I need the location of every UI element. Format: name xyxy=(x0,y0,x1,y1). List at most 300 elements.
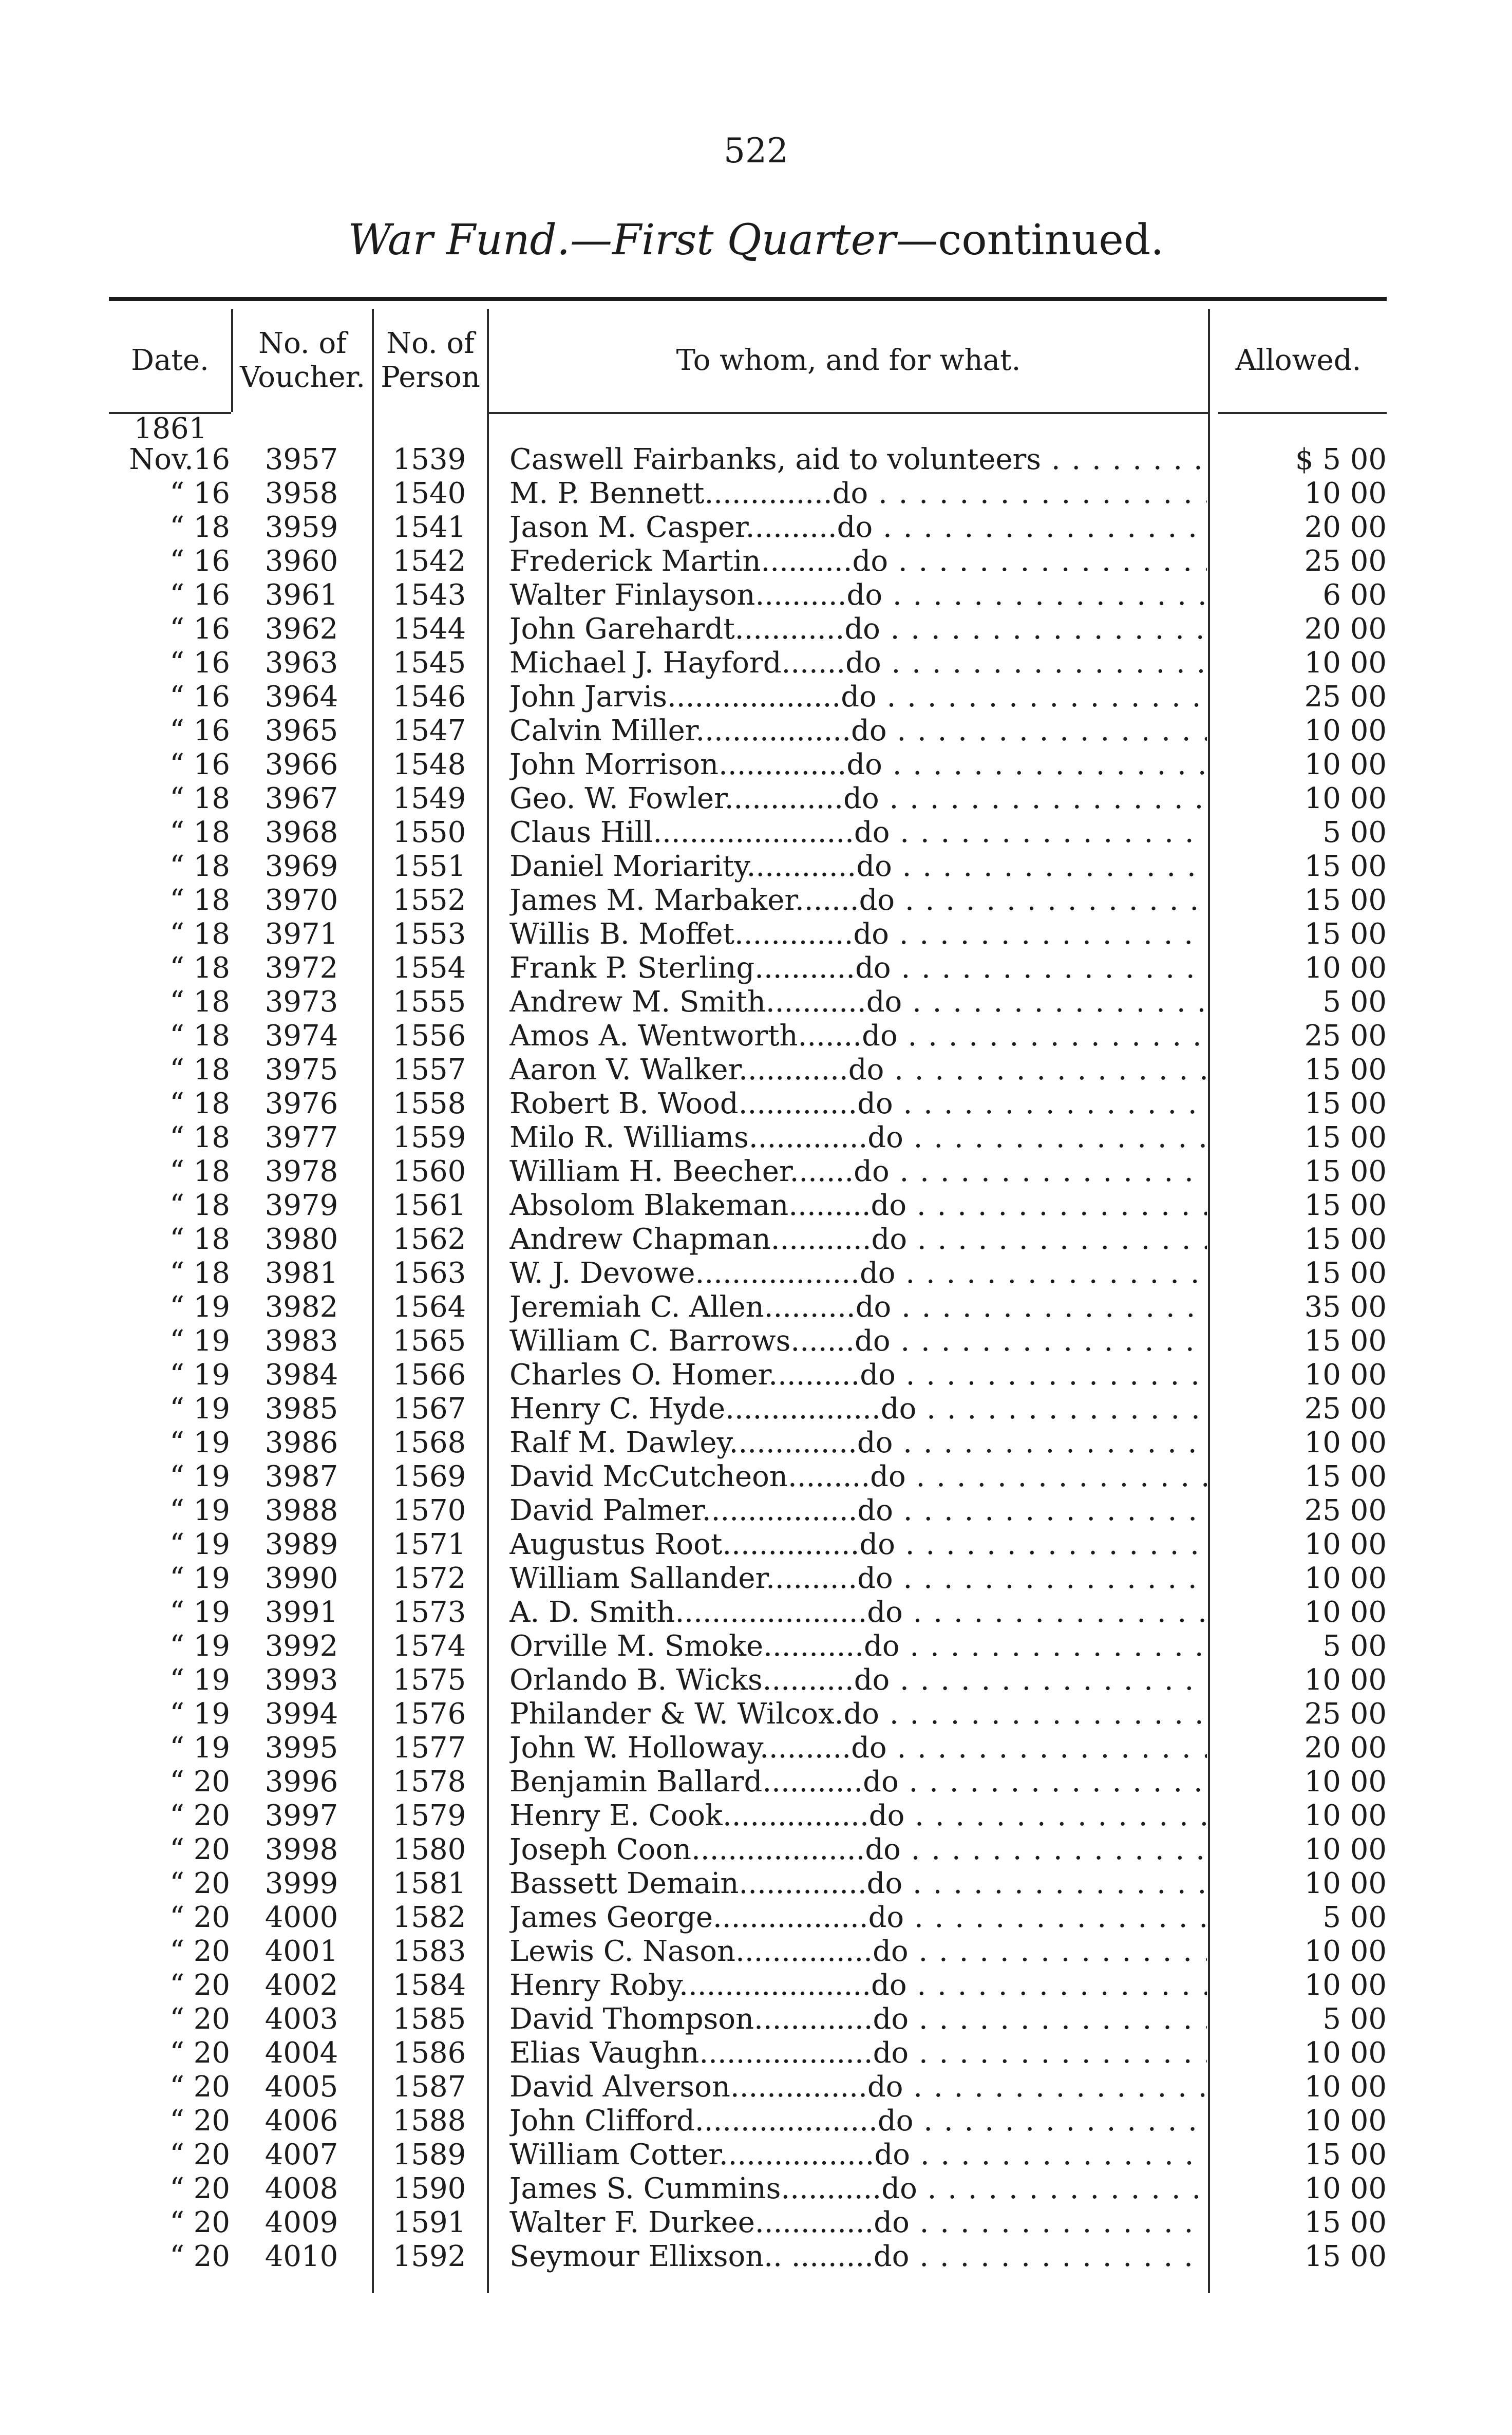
row-person-number: 1560 xyxy=(392,1155,466,1188)
row-date: “ 16 xyxy=(169,545,230,578)
row-voucher-number: 3963 xyxy=(264,646,338,680)
table-row xyxy=(0,748,1512,782)
row-person-number: 1562 xyxy=(392,1223,466,1256)
row-amount-allowed: 25 00 xyxy=(1304,1494,1387,1527)
table-row xyxy=(0,545,1512,578)
row-person-number: 1573 xyxy=(392,1596,466,1629)
row-description: W. J. Devowe..................do . . . xyxy=(509,1257,1207,1290)
row-description: Orlando B. Wicks..........do . . . xyxy=(509,1663,1207,1697)
row-amount-allowed: 25 00 xyxy=(1304,1019,1387,1053)
row-voucher-number: 3977 xyxy=(264,1121,338,1154)
row-voucher-number: 4001 xyxy=(264,1935,338,1968)
row-amount-allowed: 10 00 xyxy=(1304,2172,1387,2205)
row-person-number: 1578 xyxy=(392,1765,466,1799)
row-description: Orville M. Smoke...........do . . . xyxy=(509,1629,1207,1663)
row-description: Michael J. Hayford.......do . . . xyxy=(509,646,1207,680)
row-voucher-number: 3973 xyxy=(264,985,338,1019)
row-amount-allowed: 15 00 xyxy=(1304,2240,1387,2273)
header-date xyxy=(109,309,231,412)
row-amount-allowed: 15 00 xyxy=(1304,1257,1387,1290)
row-person-number: 1539 xyxy=(392,443,466,476)
row-date: “ 18 xyxy=(169,884,230,917)
row-date: “ 16 xyxy=(169,578,230,612)
row-description: James S. Cummins...........do . . . xyxy=(509,2172,1207,2206)
row-description: Aaron V. Walker............do . . . xyxy=(509,1053,1207,1087)
row-date: “ 18 xyxy=(169,1019,230,1053)
row-amount-allowed: 20 00 xyxy=(1304,1731,1387,1765)
row-amount-allowed: 15 00 xyxy=(1304,1223,1387,1256)
top-double-rule xyxy=(109,297,1387,301)
row-date: “ 18 xyxy=(169,782,230,815)
row-date: “ 20 xyxy=(169,2206,230,2239)
row-person-number: 1576 xyxy=(392,1697,466,1731)
row-person-number: 1592 xyxy=(392,2240,466,2273)
row-description: John Clifford....................do . . . xyxy=(509,2104,1207,2138)
header-description-label: To whom, and for what. xyxy=(676,344,1021,377)
row-description: David Palmer.................do . . . xyxy=(509,1494,1207,1528)
row-person-number: 1542 xyxy=(392,545,466,578)
row-person-number: 1540 xyxy=(392,477,466,510)
row-voucher-number: 3981 xyxy=(264,1257,338,1290)
row-date: “ 18 xyxy=(169,917,230,951)
row-person-number: 1568 xyxy=(392,1426,466,1459)
row-voucher-number: 3990 xyxy=(264,1562,338,1595)
row-amount-allowed: 10 00 xyxy=(1304,714,1387,747)
row-person-number: 1584 xyxy=(392,1969,466,2002)
row-description: William Sallander..........do . . . xyxy=(509,1562,1207,1596)
row-voucher-number: 3994 xyxy=(264,1697,338,1731)
table-row xyxy=(0,612,1512,646)
row-voucher-number: 3998 xyxy=(264,1833,338,1866)
row-person-number: 1582 xyxy=(392,1901,466,1934)
row-description: Ralf M. Dawley..............do . . . xyxy=(509,1426,1207,1460)
row-voucher-number: 3997 xyxy=(264,1799,338,1832)
row-voucher-number: 3999 xyxy=(264,1867,338,1900)
page-heading xyxy=(0,216,1512,265)
table-row xyxy=(0,511,1512,545)
ledger-rows xyxy=(0,443,1512,2274)
row-person-number: 1589 xyxy=(392,2138,466,2171)
row-voucher-number: 3976 xyxy=(264,1087,338,1120)
table-row xyxy=(0,1935,1512,1969)
row-person-number: 1547 xyxy=(392,714,466,747)
row-description: Milo R. Williams.............do . . . xyxy=(509,1121,1207,1155)
row-person-number: 1554 xyxy=(392,951,466,985)
row-voucher-number: 3989 xyxy=(264,1528,338,1561)
table-row xyxy=(0,1528,1512,1562)
row-description: Walter Finlayson..........do . . . xyxy=(509,578,1207,612)
row-voucher-number: 3993 xyxy=(264,1663,338,1697)
row-amount-allowed: 10 00 xyxy=(1304,2104,1387,2138)
row-amount-allowed: 5 00 xyxy=(1322,985,1387,1019)
header-rule-allowed xyxy=(1218,412,1387,414)
row-amount-allowed: 5 00 xyxy=(1322,816,1387,849)
row-amount-allowed: 10 00 xyxy=(1304,1833,1387,1866)
table-row xyxy=(0,1562,1512,1596)
row-description: Frank P. Sterling...........do . . . xyxy=(509,951,1207,985)
row-person-number: 1583 xyxy=(392,1935,466,1968)
row-voucher-number: 3970 xyxy=(264,884,338,917)
row-amount-allowed: 10 00 xyxy=(1304,748,1387,781)
row-description: Joseph Coon...................do . . . xyxy=(509,1833,1207,1867)
table-row xyxy=(0,1121,1512,1155)
row-date: “ 20 xyxy=(169,1799,230,1832)
row-date: Nov.16 xyxy=(129,443,230,476)
row-voucher-number: 3987 xyxy=(264,1460,338,1493)
row-date: “ 18 xyxy=(169,511,230,544)
table-row xyxy=(0,1833,1512,1867)
row-description: Walter F. Durkee.............do . . . xyxy=(509,2206,1207,2240)
row-date: “ 20 xyxy=(169,2002,230,2036)
row-person-number: 1555 xyxy=(392,985,466,1019)
row-amount-allowed: 10 00 xyxy=(1304,1765,1387,1799)
row-person-number: 1565 xyxy=(392,1324,466,1358)
row-description: M. P. Bennett..............do . . . xyxy=(509,477,1207,511)
row-amount-allowed: 10 00 xyxy=(1304,1867,1387,1900)
row-description: Robert B. Wood.............do . . . xyxy=(509,1087,1207,1121)
row-date: “ 18 xyxy=(169,850,230,883)
row-person-number: 1551 xyxy=(392,850,466,883)
row-person-number: 1548 xyxy=(392,748,466,781)
row-description: Geo. W. Fowler.............do . . . xyxy=(509,782,1207,816)
row-person-number: 1563 xyxy=(392,1257,466,1290)
row-voucher-number: 3988 xyxy=(264,1494,338,1527)
row-voucher-number: 3966 xyxy=(264,748,338,781)
row-date: “ 18 xyxy=(169,985,230,1019)
row-amount-allowed: 15 00 xyxy=(1304,884,1387,917)
table-row xyxy=(0,2036,1512,2070)
row-person-number: 1561 xyxy=(392,1189,466,1222)
row-voucher-number: 4006 xyxy=(264,2104,338,2138)
heading-part-4: —continued. xyxy=(896,216,1164,265)
heading-part-1: War xyxy=(348,216,433,265)
row-date: “ 19 xyxy=(169,1697,230,1731)
row-description: Willis B. Moffet.............do . . . xyxy=(509,917,1207,951)
row-description: Henry E. Cook................do . . . xyxy=(509,1799,1207,1833)
row-voucher-number: 3969 xyxy=(264,850,338,883)
row-voucher-number: 3971 xyxy=(264,917,338,951)
header-person-line1: No. of xyxy=(386,327,475,360)
header-rule-desc xyxy=(489,412,1208,414)
row-amount-allowed: 15 00 xyxy=(1304,1155,1387,1188)
row-description: William Cotter.................do . . . xyxy=(509,2138,1207,2172)
row-voucher-number: 4002 xyxy=(264,1969,338,2002)
row-person-number: 1569 xyxy=(392,1460,466,1493)
table-row xyxy=(0,1290,1512,1324)
row-description: James M. Marbaker.......do . . . xyxy=(509,884,1207,917)
row-voucher-number: 4009 xyxy=(264,2206,338,2239)
row-description: Bassett Demain..............do . . . xyxy=(509,1867,1207,1901)
row-date: “ 19 xyxy=(169,1392,230,1426)
row-person-number: 1556 xyxy=(392,1019,466,1053)
row-voucher-number: 3996 xyxy=(264,1765,338,1799)
table-row xyxy=(0,1697,1512,1731)
row-amount-allowed: 10 00 xyxy=(1304,1663,1387,1697)
row-voucher-number: 3962 xyxy=(264,612,338,646)
row-voucher-number: 3983 xyxy=(264,1324,338,1358)
row-description: Charles O. Homer..........do . . . xyxy=(509,1358,1207,1392)
table-row xyxy=(0,1629,1512,1663)
row-description: Amos A. Wentworth.......do . . . xyxy=(509,1019,1207,1053)
row-amount-allowed: 15 00 xyxy=(1304,1324,1387,1358)
row-date: “ 18 xyxy=(169,1053,230,1087)
row-voucher-number: 3982 xyxy=(264,1290,338,1324)
row-amount-allowed: 10 00 xyxy=(1304,1426,1387,1459)
row-person-number: 1567 xyxy=(392,1392,466,1426)
row-amount-allowed: 6 00 xyxy=(1322,578,1387,612)
row-amount-allowed: 10 00 xyxy=(1304,477,1387,510)
row-voucher-number: 3980 xyxy=(264,1223,338,1256)
row-amount-allowed: 25 00 xyxy=(1304,545,1387,578)
row-amount-allowed: 20 00 xyxy=(1304,511,1387,544)
row-description: William H. Beecher.......do . . . xyxy=(509,1155,1207,1189)
row-description: Benjamin Ballard...........do . . . xyxy=(509,1765,1207,1799)
table-row xyxy=(0,477,1512,511)
table-row xyxy=(0,1596,1512,1629)
row-date: “ 18 xyxy=(169,1087,230,1120)
row-voucher-number: 4005 xyxy=(264,2070,338,2104)
page-number: 522 xyxy=(724,131,788,171)
row-voucher-number: 3986 xyxy=(264,1426,338,1459)
row-description: Augustus Root...............do . . . xyxy=(509,1528,1207,1562)
row-voucher-number: 3972 xyxy=(264,951,338,985)
table-row xyxy=(0,1189,1512,1223)
row-person-number: 1586 xyxy=(392,2036,466,2070)
table-row xyxy=(0,951,1512,985)
row-description: John Morrison..............do . . . xyxy=(509,748,1207,782)
table-row xyxy=(0,2070,1512,2104)
row-amount-allowed: 25 00 xyxy=(1304,1697,1387,1731)
row-person-number: 1579 xyxy=(392,1799,466,1832)
header-voucher xyxy=(233,309,372,412)
row-date: “ 19 xyxy=(169,1426,230,1459)
row-voucher-number: 3965 xyxy=(264,714,338,747)
row-voucher-number: 3991 xyxy=(264,1596,338,1629)
table-row xyxy=(0,1257,1512,1290)
row-person-number: 1546 xyxy=(392,680,466,714)
row-person-number: 1575 xyxy=(392,1663,466,1697)
header-description xyxy=(489,309,1208,412)
row-date: “ 16 xyxy=(169,646,230,680)
row-person-number: 1558 xyxy=(392,1087,466,1120)
header-person-line2: Person xyxy=(381,361,480,394)
row-description: Daniel Moriarity............do . . . xyxy=(509,850,1207,884)
row-description: Andrew Chapman...........do . . . xyxy=(509,1223,1207,1257)
row-person-number: 1588 xyxy=(392,2104,466,2138)
row-person-number: 1553 xyxy=(392,917,466,951)
row-description: David Alverson...............do . . . xyxy=(509,2070,1207,2104)
row-voucher-number: 3992 xyxy=(264,1629,338,1663)
header-person xyxy=(374,309,487,412)
row-person-number: 1587 xyxy=(392,2070,466,2104)
row-voucher-number: 3964 xyxy=(264,680,338,714)
row-description: Jeremiah C. Allen..........do . . . xyxy=(509,1290,1207,1324)
row-description: Claus Hill......................do . . . xyxy=(509,816,1207,850)
row-amount-allowed: 25 00 xyxy=(1304,1392,1387,1426)
table-row xyxy=(0,1019,1512,1053)
row-amount-allowed: 10 00 xyxy=(1304,646,1387,680)
row-description: David McCutcheon.........do . . . xyxy=(509,1460,1207,1494)
row-amount-allowed: 15 00 xyxy=(1304,850,1387,883)
row-voucher-number: 3975 xyxy=(264,1053,338,1087)
row-person-number: 1590 xyxy=(392,2172,466,2205)
row-date: “ 19 xyxy=(169,1528,230,1561)
table-row xyxy=(0,884,1512,917)
row-description: William C. Barrows.......do . . . xyxy=(509,1324,1207,1358)
table-row xyxy=(0,782,1512,816)
row-date: “ 18 xyxy=(169,1121,230,1154)
row-date: “ 18 xyxy=(169,1155,230,1188)
row-description: James George.................do . . . xyxy=(509,1901,1207,1935)
row-voucher-number: 4010 xyxy=(264,2240,338,2273)
table-row xyxy=(0,1969,1512,2002)
row-amount-allowed: 10 00 xyxy=(1304,1799,1387,1832)
row-date: “ 18 xyxy=(169,1257,230,1290)
row-description: John Garehardt............do . . . xyxy=(509,612,1207,646)
row-person-number: 1591 xyxy=(392,2206,466,2239)
row-person-number: 1541 xyxy=(392,511,466,544)
table-row xyxy=(0,646,1512,680)
table-row xyxy=(0,2206,1512,2240)
row-date: “ 20 xyxy=(169,1935,230,1968)
row-amount-allowed: 10 00 xyxy=(1304,1528,1387,1561)
row-person-number: 1570 xyxy=(392,1494,466,1527)
row-date: “ 18 xyxy=(169,1189,230,1222)
row-description: John Jarvis...................do . . . xyxy=(509,680,1207,714)
row-person-number: 1557 xyxy=(392,1053,466,1087)
row-date: “ 19 xyxy=(169,1731,230,1765)
row-person-number: 1581 xyxy=(392,1867,466,1900)
row-date: “ 20 xyxy=(169,2036,230,2070)
table-row xyxy=(0,816,1512,850)
row-person-number: 1580 xyxy=(392,1833,466,1866)
row-person-number: 1585 xyxy=(392,2002,466,2036)
row-amount-allowed: 10 00 xyxy=(1304,2036,1387,2070)
row-amount-allowed: 15 00 xyxy=(1304,1053,1387,1087)
row-amount-allowed: 15 00 xyxy=(1304,1460,1387,1493)
table-row xyxy=(0,1460,1512,1494)
row-date: “ 20 xyxy=(169,2240,230,2273)
table-row xyxy=(0,1426,1512,1460)
row-amount-allowed: 25 00 xyxy=(1304,680,1387,714)
row-amount-allowed: 15 00 xyxy=(1304,1087,1387,1120)
row-description: Seymour Ellixson.. .........do . . . xyxy=(509,2240,1207,2274)
row-date: “ 16 xyxy=(169,612,230,646)
row-person-number: 1552 xyxy=(392,884,466,917)
row-amount-allowed: 10 00 xyxy=(1304,1969,1387,2002)
row-amount-allowed: 10 00 xyxy=(1304,1935,1387,1968)
row-amount-allowed: 10 00 xyxy=(1304,951,1387,985)
row-amount-allowed: 15 00 xyxy=(1304,2138,1387,2171)
row-amount-allowed: $ 5 00 xyxy=(1295,443,1387,476)
row-voucher-number: 3959 xyxy=(264,511,338,544)
row-date: “ 16 xyxy=(169,714,230,747)
row-amount-allowed: 15 00 xyxy=(1304,1121,1387,1154)
row-person-number: 1572 xyxy=(392,1562,466,1595)
table-row xyxy=(0,850,1512,884)
row-voucher-number: 3968 xyxy=(264,816,338,849)
table-row xyxy=(0,1867,1512,1901)
row-date: “ 19 xyxy=(169,1358,230,1392)
row-date: “ 20 xyxy=(169,1765,230,1799)
table-row xyxy=(0,1358,1512,1392)
row-description: Lewis C. Nason...............do . . . xyxy=(509,1935,1207,1969)
header-allowed-label: Allowed. xyxy=(1235,344,1362,377)
row-voucher-number: 3974 xyxy=(264,1019,338,1053)
table-row xyxy=(0,443,1512,477)
row-description: Andrew M. Smith...........do . . . xyxy=(509,985,1207,1019)
row-description: John W. Holloway..........do . . . xyxy=(509,1731,1207,1765)
row-amount-allowed: 15 00 xyxy=(1304,1189,1387,1222)
row-description: Elias Vaughn...................do . . . xyxy=(509,2036,1207,2070)
header-voucher-line2: Voucher. xyxy=(239,361,366,394)
table-row xyxy=(0,1155,1512,1189)
table-row xyxy=(0,2002,1512,2036)
row-person-number: 1544 xyxy=(392,612,466,646)
row-voucher-number: 3978 xyxy=(264,1155,338,1188)
header-date-label: Date. xyxy=(131,344,209,377)
row-date: “ 19 xyxy=(169,1290,230,1324)
table-row xyxy=(0,2104,1512,2138)
table-row xyxy=(0,985,1512,1019)
row-voucher-number: 4007 xyxy=(264,2138,338,2171)
row-date: “ 18 xyxy=(169,816,230,849)
row-voucher-number: 3960 xyxy=(264,545,338,578)
row-person-number: 1566 xyxy=(392,1358,466,1392)
year-label: 1861 xyxy=(134,412,207,445)
row-person-number: 1577 xyxy=(392,1731,466,1765)
row-date: “ 20 xyxy=(169,1969,230,2002)
row-amount-allowed: 5 00 xyxy=(1322,1901,1387,1934)
row-date: “ 16 xyxy=(169,680,230,714)
table-row xyxy=(0,1663,1512,1697)
table-row xyxy=(0,578,1512,612)
table-row xyxy=(0,680,1512,714)
row-date: “ 20 xyxy=(169,2104,230,2138)
row-voucher-number: 4004 xyxy=(264,2036,338,2070)
row-person-number: 1550 xyxy=(392,816,466,849)
row-amount-allowed: 15 00 xyxy=(1304,2206,1387,2239)
table-row xyxy=(0,1087,1512,1121)
row-person-number: 1574 xyxy=(392,1629,466,1663)
table-row xyxy=(0,1799,1512,1833)
row-description: Absolom Blakeman.........do . . . xyxy=(509,1189,1207,1223)
table-row xyxy=(0,2240,1512,2274)
row-voucher-number: 4008 xyxy=(264,2172,338,2205)
row-date: “ 19 xyxy=(169,1629,230,1663)
row-voucher-number: 3984 xyxy=(264,1358,338,1392)
table-row xyxy=(0,1901,1512,1935)
row-person-number: 1571 xyxy=(392,1528,466,1561)
row-voucher-number: 4003 xyxy=(264,2002,338,2036)
table-row xyxy=(0,917,1512,951)
row-amount-allowed: 10 00 xyxy=(1304,1358,1387,1392)
row-description: Henry Roby.....................do . . . xyxy=(509,1969,1207,2002)
row-voucher-number: 3967 xyxy=(264,782,338,815)
row-amount-allowed: 10 00 xyxy=(1304,2070,1387,2104)
table-row xyxy=(0,1494,1512,1528)
row-voucher-number: 3979 xyxy=(264,1189,338,1222)
table-row xyxy=(0,2138,1512,2172)
row-date: “ 16 xyxy=(169,748,230,781)
table-row xyxy=(0,714,1512,748)
table-row xyxy=(0,1765,1512,1799)
row-date: “ 20 xyxy=(169,2172,230,2205)
row-voucher-number: 4000 xyxy=(264,1901,338,1934)
row-voucher-number: 3958 xyxy=(264,477,338,510)
row-voucher-number: 3995 xyxy=(264,1731,338,1765)
row-date: “ 20 xyxy=(169,1833,230,1866)
